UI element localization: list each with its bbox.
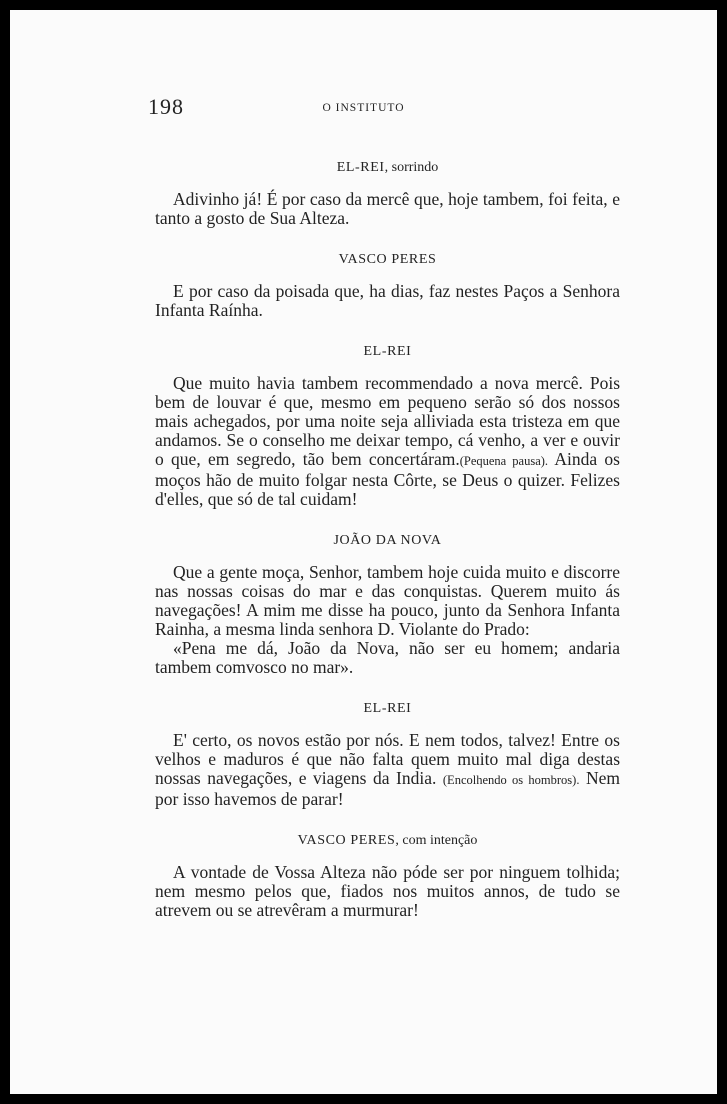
speech-paragraph: Que muito havia tambem recommendado a nova mercê. Pois bem de louvar é que, mesmo em pequeno serão só dos nossos mais achegados, por uma noite seja alliviada esta tristeza em que andamos. Se o conselho me deixar tempo, cá venho, a ver e ouvir o que, em segredo, tão bem concertáram.(Pequena pausa). Ainda os moços hão de muito folgar nesta Côrte, se Deus o quizer. Felizes d'elles, que só de tal cuidam! [155,373,620,509]
stage-direction: (Pequena pausa). [459,454,549,468]
speech-paragraph: E' certo, os novos estão por nós. E nem todos, talvez! Entre os velhos e maduros é que não falta quem muito mal diga destas nossas navegações, e viagens da India. (Encolhendo os hombros). Nem por isso havemos de parar! [155,730,620,809]
page-number: 198 [148,94,184,119]
speaker-heading: VASCO PERES [338,252,437,267]
dialogue [155,160,620,944]
speaker-heading: EL-REI, sorrindo [336,160,439,175]
stage-direction: (Encolhendo os hombros). [442,773,580,787]
speaker-heading: EL-REI [363,344,412,359]
page-header [10,94,717,124]
speaker-heading: EL-REI [363,701,412,716]
speaker-heading: VASCO PERES, com intenção [297,833,478,848]
stage-cue: , com intenção [395,833,478,848]
running-title: O INSTITUTO [322,102,405,114]
speech-paragraph: A vontade de Vossa Alteza não póde ser por ninguem tolhida; nem mesmo pelos que, fiados nos muitos annos, de tudo se atrevem ou se atrevêram a murmurar! [155,862,620,920]
quoted-speech: «Pena me dá, João da Nova, não ser eu homem; andaria tambem comvosco no mar». [155,638,620,677]
speech-paragraph: E por caso da poisada que, ha dias, faz nestes Paços a Senhora Infanta Raínha. [155,281,620,320]
speaker-heading: JOÃO DA NOVA [333,533,442,548]
book-page [10,10,717,1094]
speech-paragraph: Adivinho já! É por caso da mercê que, hoje tambem, foi feita, e tanto a gosto de Sua Alteza. [155,189,620,228]
speech-paragraph: Que a gente moça, Senhor, tambem hoje cuida muito e discorre nas nossas coisas do mar e das conquistas. Querem muito ás navegações! A mim me disse ha pouco, junto da Senhora Infanta Rainha, a mesma linda senhora D. Violante do Prado: «Pena me dá, João da Nova, não ser eu homem; andaria tambem comvosco no mar». [155,562,620,677]
stage-cue: , sorrindo [384,160,439,175]
